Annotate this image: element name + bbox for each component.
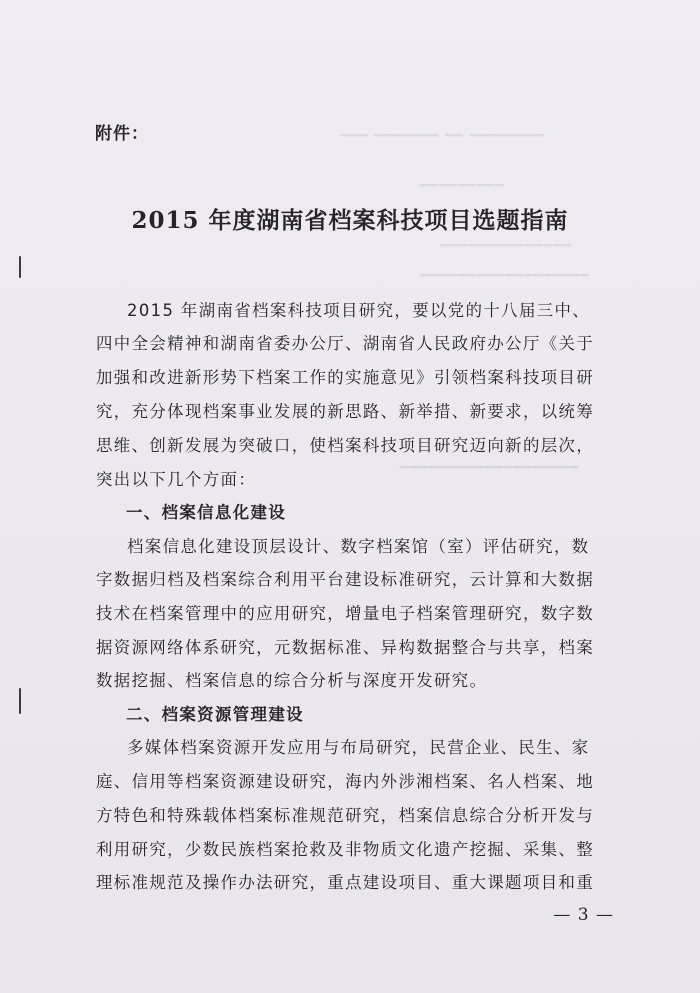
intro-line: 四中全会精神和湖南省委办公厅、湖南省人民政府办公厅《关于 bbox=[96, 334, 595, 353]
section-line: 数据挖掘、档案信息的综合分析与深度开发研究。 bbox=[96, 671, 488, 690]
section-heading: 一、档案信息化建设 bbox=[126, 503, 287, 522]
bleed-through-decoration: ━━━━━━━━━━━━━━ bbox=[440, 238, 573, 254]
section-line: 技术在档案管理中的应用研究，增量电子档案管理研究，数字数 bbox=[96, 604, 595, 623]
section-line: 理标准规范及操作办法研究，重点建设项目、重大课题项目和重 bbox=[96, 873, 595, 892]
intro-line: 究，充分体现档案事业发展的新思路、新举措、新要求，以统筹 bbox=[96, 402, 595, 421]
section-line: 字数据归档及档案综合利用平台建设标准研究，云计算和大数据 bbox=[96, 570, 595, 589]
section-line: 据资源网络体系研究，元数据标准、异构数据整合与共享，档案 bbox=[96, 638, 595, 657]
bleed-through-decoration: ━━━━━━━━━ bbox=[420, 178, 505, 194]
document-title: 2015 年度湖南省档案科技项目选题指南 bbox=[131, 207, 569, 234]
binding-mark bbox=[19, 688, 21, 714]
section-line: 多媒体档案资源开发应用与布局研究，民营企业、民生、家 bbox=[127, 738, 590, 757]
attachment-label: 附件： bbox=[95, 124, 149, 144]
binding-mark bbox=[19, 256, 21, 278]
bleed-through-decoration: ━━━ ━━━━━━━ ━━ ━━━━━━━━ bbox=[340, 128, 545, 144]
intro-line: 加强和改进新形势下档案工作的实施意见》引领档案科技项目研 bbox=[96, 368, 595, 387]
section-line: 方特色和特殊载体档案标准规范研究，档案信息综合分析开发与 bbox=[96, 806, 595, 825]
intro-line: 2015 年湖南省档案科技项目研究，要以党的十八届三中、 bbox=[127, 301, 591, 320]
bleed-through-decoration: ━━━━━━━━━━━━━━━━━━ bbox=[420, 268, 590, 284]
intro-line: 突出以下几个方面： bbox=[96, 470, 257, 489]
section-line: 档案信息化建设顶层设计、数字档案馆（室）评估研究，数 bbox=[127, 537, 590, 556]
intro-line: 思维、创新发展为突破口，使档案科技项目研究迈向新的层次， bbox=[96, 436, 595, 455]
section-heading: 二、档案资源管理建设 bbox=[126, 705, 304, 724]
bleed-through-decoration: ━━━━━━━━━━━━━━━━━━━ bbox=[400, 460, 580, 476]
page-number: — 3 — bbox=[553, 905, 614, 925]
section-line: 庭、信用等档案资源建设研究，海内外涉湘档案、名人档案、地 bbox=[96, 772, 595, 791]
section-line: 利用研究，少数民族档案抢救及非物质文化遗产挖掘、采集、整 bbox=[96, 840, 595, 859]
